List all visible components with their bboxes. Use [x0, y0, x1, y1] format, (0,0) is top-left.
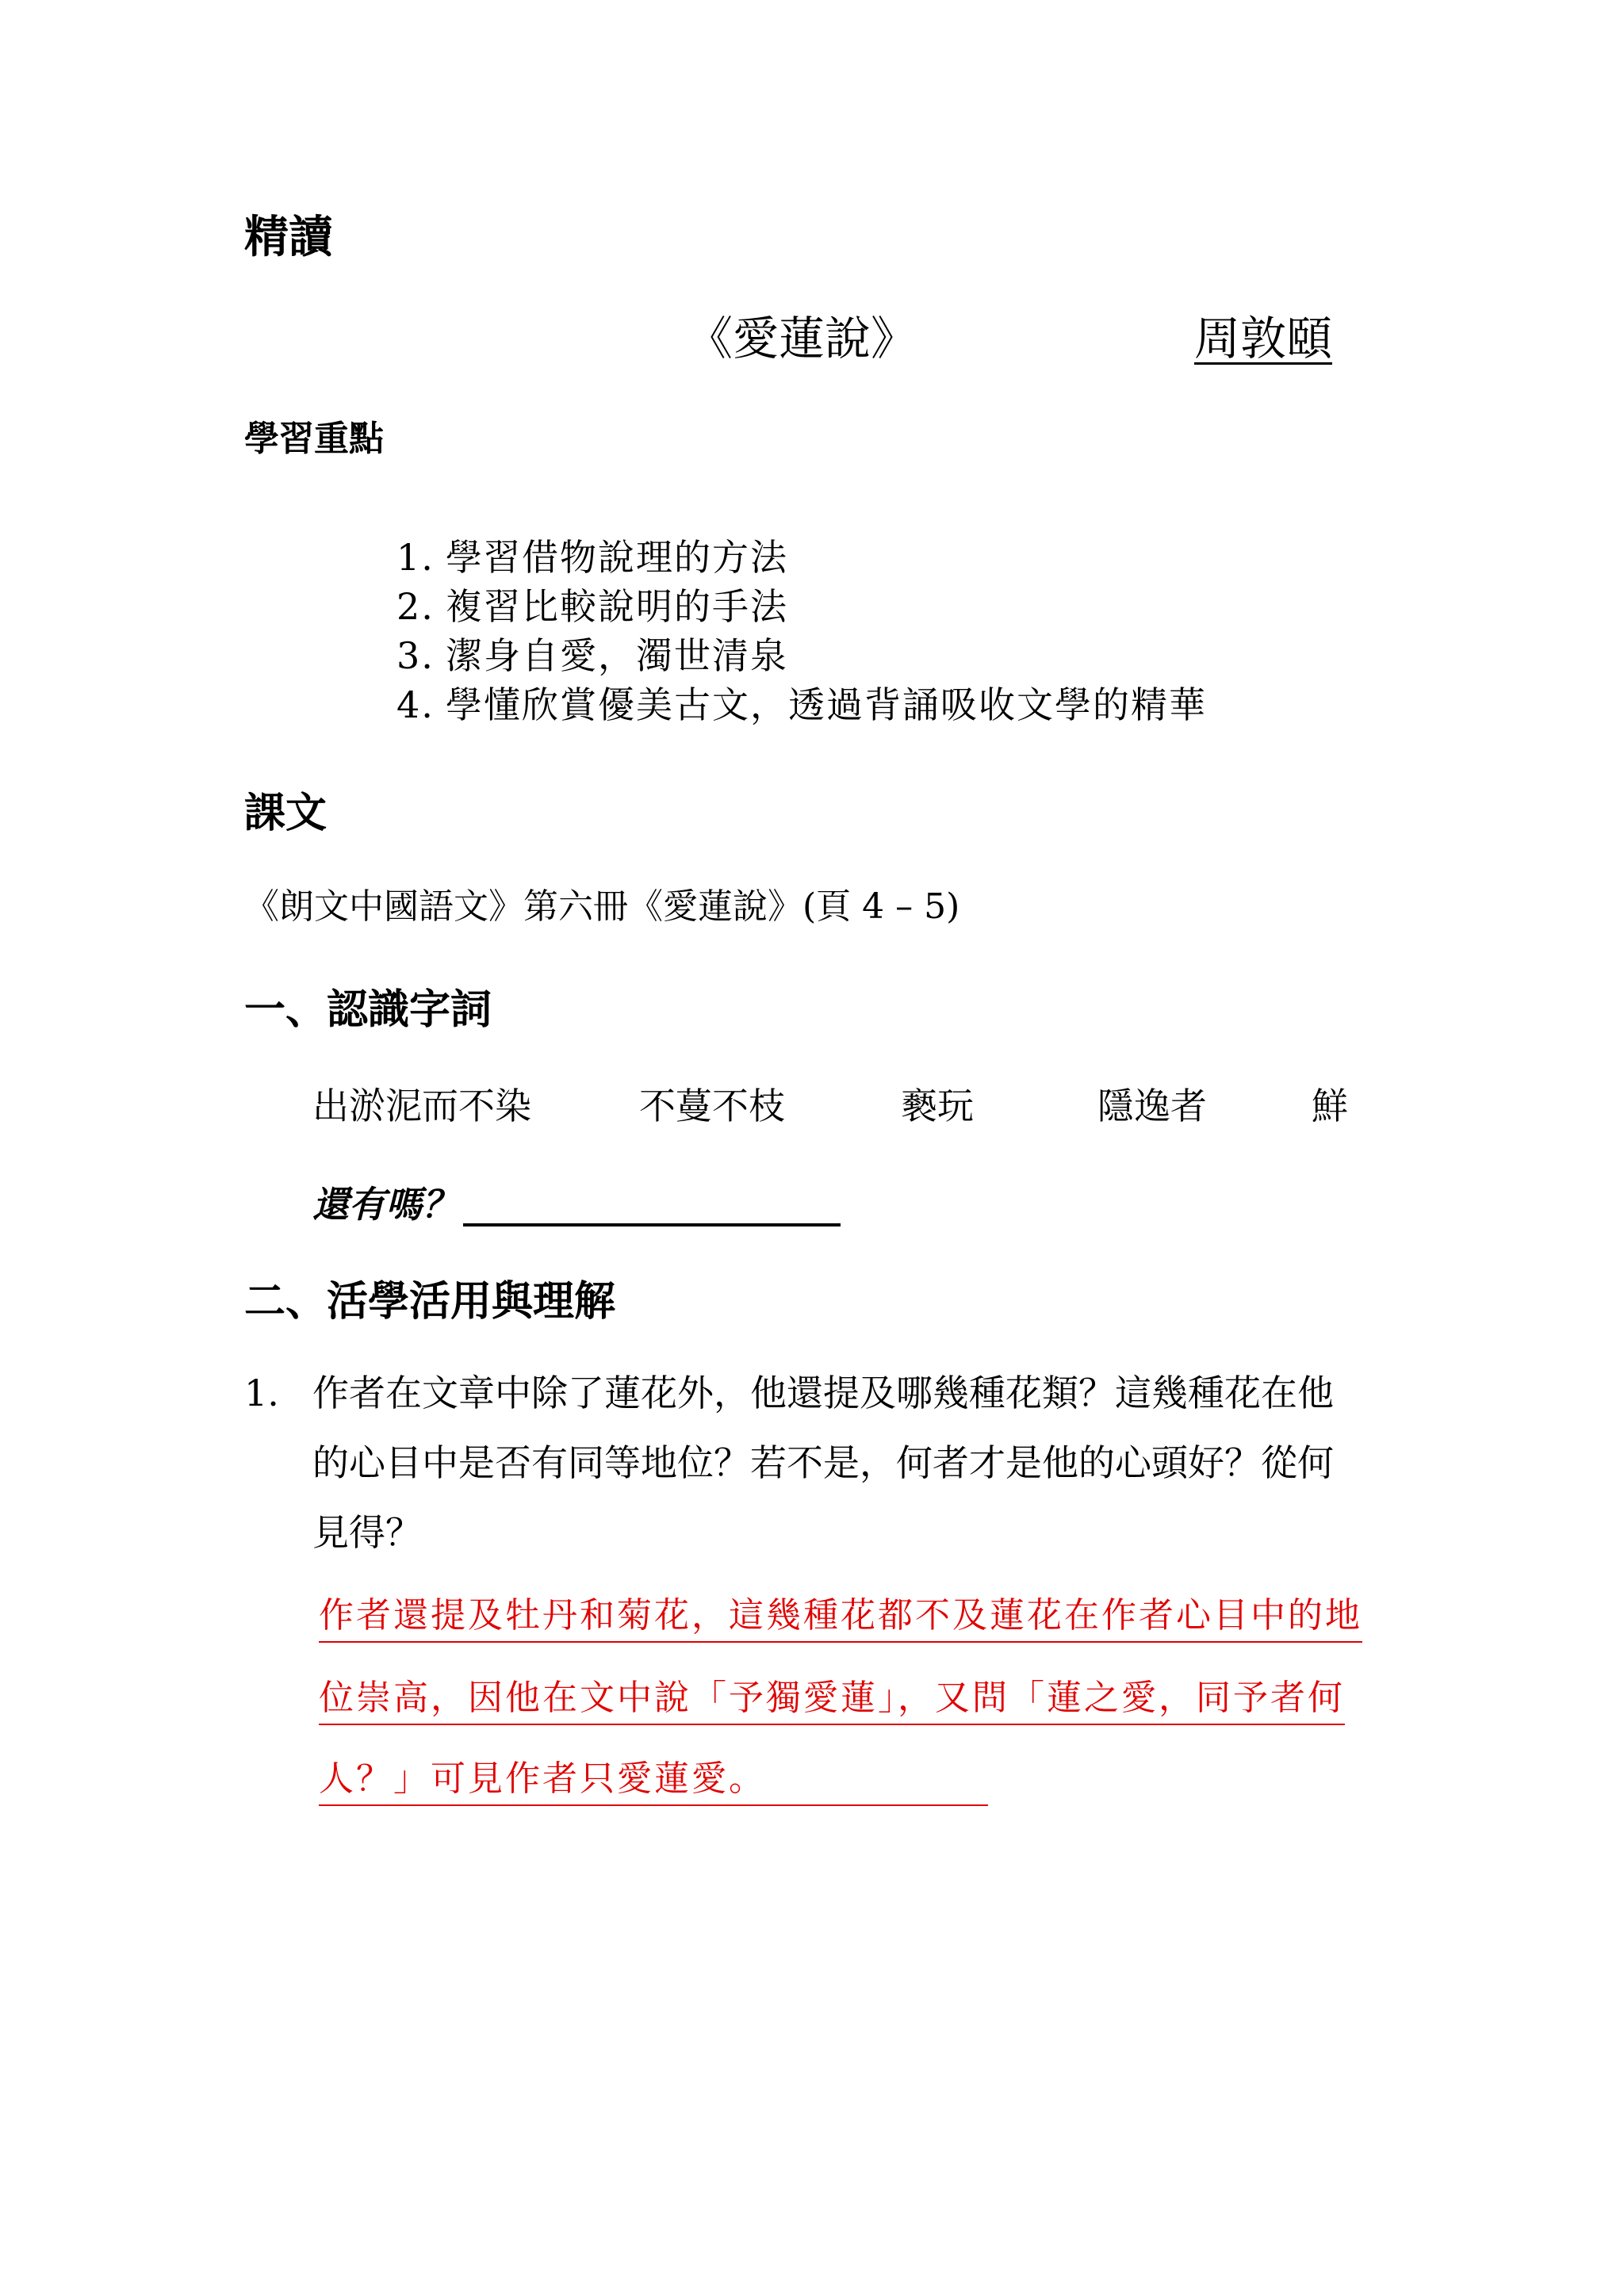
list-item [396, 631, 1207, 680]
vocab-word: 出淤泥而不染 [312, 1085, 531, 1127]
text-source-reference: 《朗文中國語文》第六冊《愛蓮說》(頁 4 – 5) [244, 886, 960, 927]
lesson-title: 《愛蓮說》 [687, 312, 917, 365]
text-section-heading: 課文 [244, 790, 327, 837]
vocab-word: 不蔓不枝 [639, 1085, 785, 1127]
lesson-author: 周敦頤 [1194, 312, 1333, 365]
list-item-number: 3. [396, 634, 435, 677]
question-number: 1. [244, 1372, 279, 1414]
vocab-word: 褻玩 [901, 1085, 974, 1127]
question-text-line: 作者在文章中除了蓮花外，他還提及哪幾種花類？這幾種花在他 [312, 1372, 1334, 1414]
question-text-line: 的心目中是否有同等地位？若不是，何者才是他的心頭好？從何 [312, 1441, 1334, 1484]
vocab-section-heading: 一、認識字詞 [244, 986, 492, 1034]
list-item-number: 1. [396, 536, 435, 579]
vocab-word: 鮮 [1312, 1085, 1348, 1127]
list-item-number: 2. [396, 585, 435, 628]
more-words-prompt: 還有嗎？ [312, 1183, 458, 1226]
learning-focus-heading: 學習重點 [244, 419, 384, 459]
answer-line: 位崇高，因他在文中說「予獨愛蓮」，又問「蓮之愛，同予者何 [319, 1681, 1345, 1725]
answer-line: 人？」可見作者只愛蓮愛。 [319, 1762, 988, 1806]
section-heading-jingdu: 精讀 [244, 212, 333, 263]
apply-section-heading: 二、活學活用與理解 [244, 1278, 616, 1326]
list-item-text: 學懂欣賞優美古文，透過背誦吸收文學的精華 [446, 683, 1207, 726]
list-item-text: 複習比較說明的手法 [446, 585, 788, 628]
list-item [396, 533, 1207, 582]
more-words-blank[interactable] [463, 1223, 841, 1226]
learning-focus-list [396, 533, 1207, 729]
list-item [396, 582, 1207, 631]
question-text-line: 見得？ [312, 1511, 422, 1554]
answer-line: 作者還提及牡丹和菊花，這幾種花都不及蓮花在作者心目中的地 [319, 1598, 1362, 1643]
list-item-number: 4. [396, 683, 435, 726]
list-item-text: 潔身自愛，濁世清泉 [446, 634, 788, 677]
list-item-text: 學習借物說理的方法 [446, 536, 788, 579]
vocab-word: 隱逸者 [1097, 1085, 1207, 1127]
list-item [396, 680, 1207, 729]
